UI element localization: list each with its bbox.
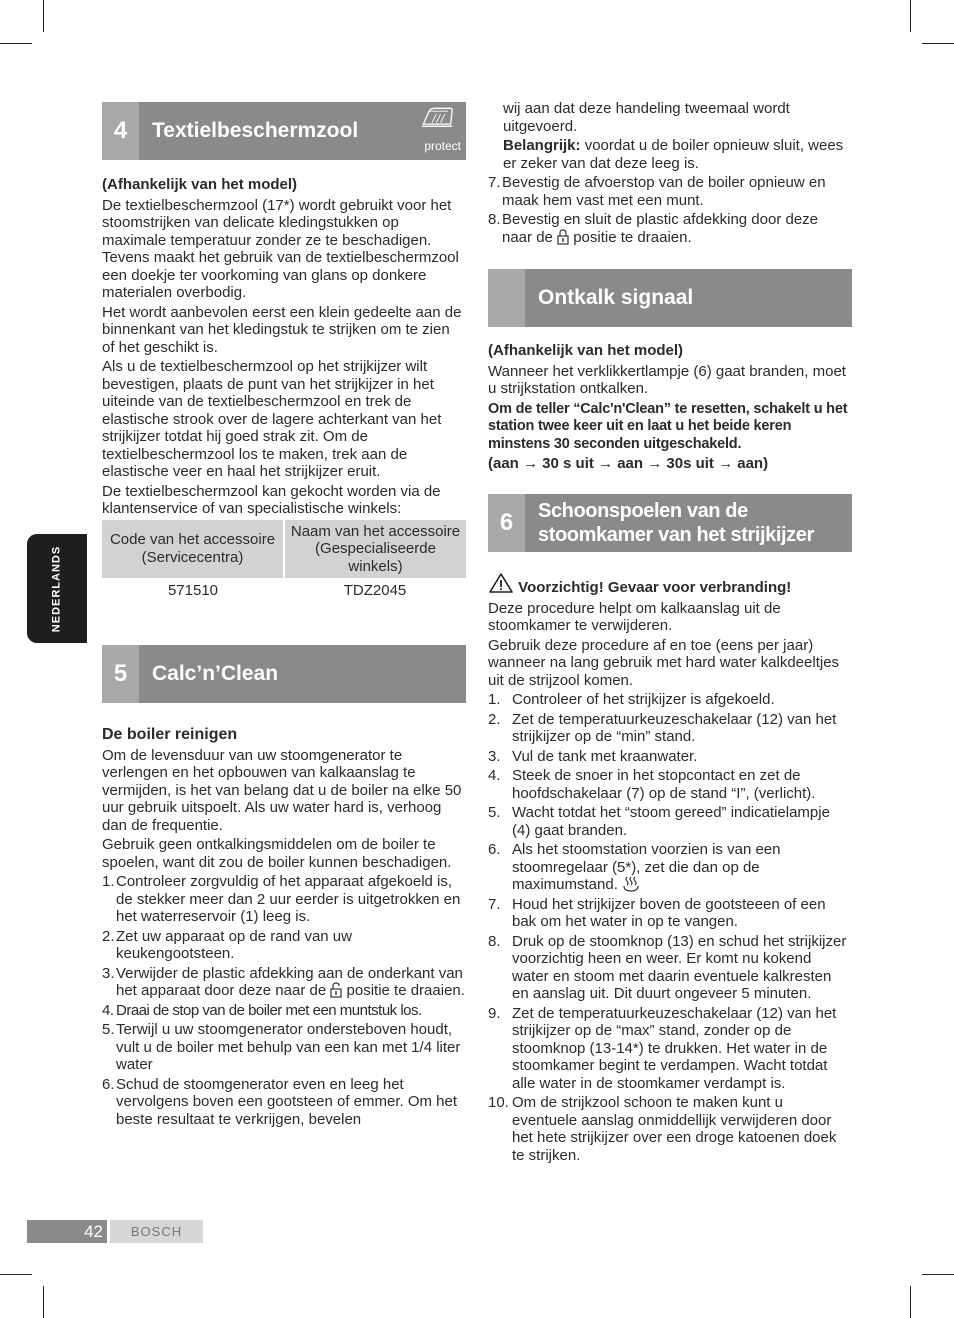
- section-4-number: 4: [102, 102, 139, 160]
- model-note: (Afhankelijk van het model): [488, 342, 684, 359]
- iron-protect-icon: [412, 104, 462, 140]
- list-item: 2. Zet de temperatuurkeuzeschakelaar (12) van het strijkijzer op de “min” stand.: [488, 710, 837, 745]
- table-header: Naam van het accessoire (Gespecialiseerde winkels): [284, 520, 466, 579]
- crop-mark: [0, 1274, 32, 1275]
- model-note: (Afhankelijk van het model): [102, 176, 298, 193]
- list-item: 4. Draai de stop van de boiler met een muntstuk los.: [102, 1001, 422, 1019]
- section-5-body: [102, 726, 466, 1128]
- section-4-body: [102, 176, 466, 604]
- paragraph: Deze procedure helpt om kalkaanslag uit de stoomkamer te verwijderen.: [488, 599, 781, 634]
- important-note: Belangrijk: voordat u de boiler opnieuw sluit, wees er zeker van dat deze leeg is.: [503, 137, 844, 172]
- crop-mark: [43, 0, 44, 32]
- list-item: 3. Verwijder de plastic afdekking aan de onderkant van het apparaat door deze naar de positie te draaien.: [102, 964, 465, 999]
- list-item: 6. Schud de stoomgenerator even en leeg het vervolgens boven een gootsteen of emmer. Om het beste resultaat te verkrijgen, bevelen: [102, 1075, 458, 1128]
- list-item: 8. Bevestig en sluit de plastic afdekking door deze naar de positie te draaien.: [488, 211, 819, 246]
- list-item: 1. Controleer zorgvuldig of het apparaat afgekoeld is, de stekker meer dan 2 uur eerder is uitgetrokken en het waterreservoir (1) leeg is.: [102, 873, 461, 925]
- paragraph: Als u de textielbeschermzool op het strijkijzer wilt bevestigen, plaats de punt van het strijkijzer in het uiteinde van de textielbeschermzool en trek de elastische strook over de lagere achterkant van het strijkijzer totdat hij goed strak zit. Om de textielbeschermzool los te maken, trek aan de elastische veer en haal het strijkijzer eruit.: [102, 358, 442, 480]
- language-tab: [27, 534, 87, 643]
- list-item: 7. Bevestig de afvoerstop van de boiler opnieuw en maak hem vast met een munt.: [488, 174, 826, 209]
- ontkalk-header: [488, 269, 852, 327]
- table-cell: TDZ2045: [343, 582, 407, 599]
- ontkalk-title: Ontkalk signaal: [538, 286, 694, 310]
- list-item: 6. Als het stoomstation voorzien is van een stoomregelaar (5*), zet die dan op de maximumstand.: [488, 841, 781, 893]
- lock-icon: [557, 229, 569, 245]
- protect-label: protect: [424, 138, 461, 153]
- page-number: 42: [27, 1220, 107, 1243]
- list-item: 2. Zet uw apparaat op de rand van uw keukengootsteen.: [102, 927, 352, 962]
- section-4-header: [102, 102, 466, 160]
- section-5-header: [102, 645, 466, 703]
- crop-mark: [922, 43, 954, 44]
- crop-mark: [922, 1274, 954, 1275]
- table-header: Code van het accessoire (Servicecentra): [102, 520, 284, 579]
- paragraph: De textielbeschermzool (17*) wordt gebruikt voor het stoomstrijken van delicate kledingstukken op maximale temperatuur zonder ze te beschadigen. Tevens maakt het gebruik van de textielbeschermzool een doekje ter voorkoming van glans op donkere materialen overbodig.: [102, 196, 459, 301]
- ontkalk-body: [488, 342, 852, 473]
- paragraph: Gebruik geen ontkalkingsmiddelen om de boiler te spoelen, want dit zou de boiler kunnen beschadigen.: [102, 836, 452, 871]
- crop-mark: [910, 0, 911, 32]
- list-item: 5. Terwijl u uw stoomgenerator ondersteboven houdt, vult u de boiler met behulp van een kan met 1/4 liter water: [102, 1021, 461, 1073]
- unlock-icon: [330, 982, 342, 998]
- section-6-body: [488, 572, 852, 1164]
- brand-label: BOSCH: [110, 1220, 203, 1243]
- reset-sequence: (aan → 30 s uit → aan → 30s uit → aan): [488, 455, 769, 472]
- section-5-number: 5: [102, 645, 139, 703]
- list-item: 8. Druk op de stoomknop (13) en schud het strijkijzer voorzichtig heen en weer. Er komt nu kokend water en stoom met daarin eventuele kalkresten en aanslag uit. Dit duurt ongeveer 5 minuten.: [488, 932, 847, 1002]
- list-item: 5. Wacht totdat het “stoom gereed” indicatielampje (4) gaat branden.: [488, 804, 830, 839]
- reset-instruction: Om de teller “Calc'n'Clean” te resetten, schakelt u het station twee keer uit en laat u het beide keren minstens 30 seconden uitgeschakeld.: [488, 400, 848, 452]
- paragraph: Om de levensduur van uw stoomgenerator te verlengen en het opbouwen van kalkaanslag te vermijden, is het van belang dat u de boiler na elke 50 uur gebruik uitspoelt. Als uw water hard is, verhoog dan de frequentie.: [102, 746, 462, 834]
- steam-max-icon: [622, 876, 640, 892]
- warning-icon: [488, 572, 514, 594]
- steps-list: [488, 691, 852, 1164]
- section-6-header: [488, 494, 852, 552]
- paragraph: Gebruik deze procedure af en toe (eens per jaar) wanneer na lang gebruik met hard water kalkdeeltjes uit de strijzool komen.: [488, 636, 840, 689]
- list-item: 1. Controleer of het strijkijzer is afgekoeld.: [488, 691, 775, 708]
- language-tab-label: NEDERLANDS: [50, 545, 63, 632]
- steps-list: [488, 174, 852, 246]
- paragraph: De textielbeschermzool kan gekocht worden via de klantenservice of van specialistische winkels:: [102, 482, 441, 517]
- crop-mark: [910, 1286, 911, 1318]
- steps-list: [102, 873, 466, 1128]
- ontkalk-number-block: [488, 269, 525, 327]
- crop-mark: [0, 43, 32, 44]
- warning-text: Voorzichtig! Gevaar voor verbranding!: [518, 579, 792, 596]
- warning: [488, 572, 852, 597]
- section-4-title: Textielbeschermzool: [152, 119, 359, 143]
- section-6-number: 6: [488, 494, 525, 552]
- paragraph: Wanneer het verklikkertlampje (6) gaat branden, moet u strijkstation ontkalken.: [488, 362, 846, 397]
- subtitle: De boiler reinigen: [102, 726, 238, 743]
- list-item: 9. Zet de temperatuurkeuzeschakelaar (12) van het strijkijzer op de “max” stand, zonder op de stoomknop (13-14*) te drukken. Het water in de stoomkamer begint te verdampen. Wacht totdat alle water in de stoomkamer verdampt is.: [488, 1004, 837, 1092]
- section-6-title: Schoonspoelen van de stoomkamer van het strijkijzer: [538, 500, 814, 546]
- list-item: 4. Steek de snoer in het stopcontact en zet de hoofdschakelaar (7) op de stand “I”, (verlicht).: [488, 767, 816, 802]
- paragraph: wij aan dat deze handeling tweemaal wordt uitgevoerd.: [503, 100, 790, 135]
- section-5-title: Calc’n’Clean: [152, 662, 279, 686]
- list-item: 3. Vul de tank met kraanwater.: [488, 747, 698, 765]
- accessory-table: [102, 520, 466, 604]
- list-item: 7. Houd het strijkijzer boven de gootsteeen of een bak om het water in op te vangen.: [488, 895, 826, 930]
- list-item: 10. Om de strijkzool schoon te maken kunt u eventuele aanslag onmiddellijk verwijderen door het hete strijkijzer over een droge katoenen doek te strijken.: [488, 1094, 837, 1164]
- crop-mark: [43, 1286, 44, 1318]
- table-cell: 571510: [167, 582, 219, 599]
- table-row: [102, 578, 466, 604]
- paragraph: Het wordt aanbevolen eerst een klein gedeelte aan de binnenkant van het kledingstuk te strijken om te zien of het geschikt is.: [102, 303, 462, 356]
- section-5-continued: [488, 100, 852, 246]
